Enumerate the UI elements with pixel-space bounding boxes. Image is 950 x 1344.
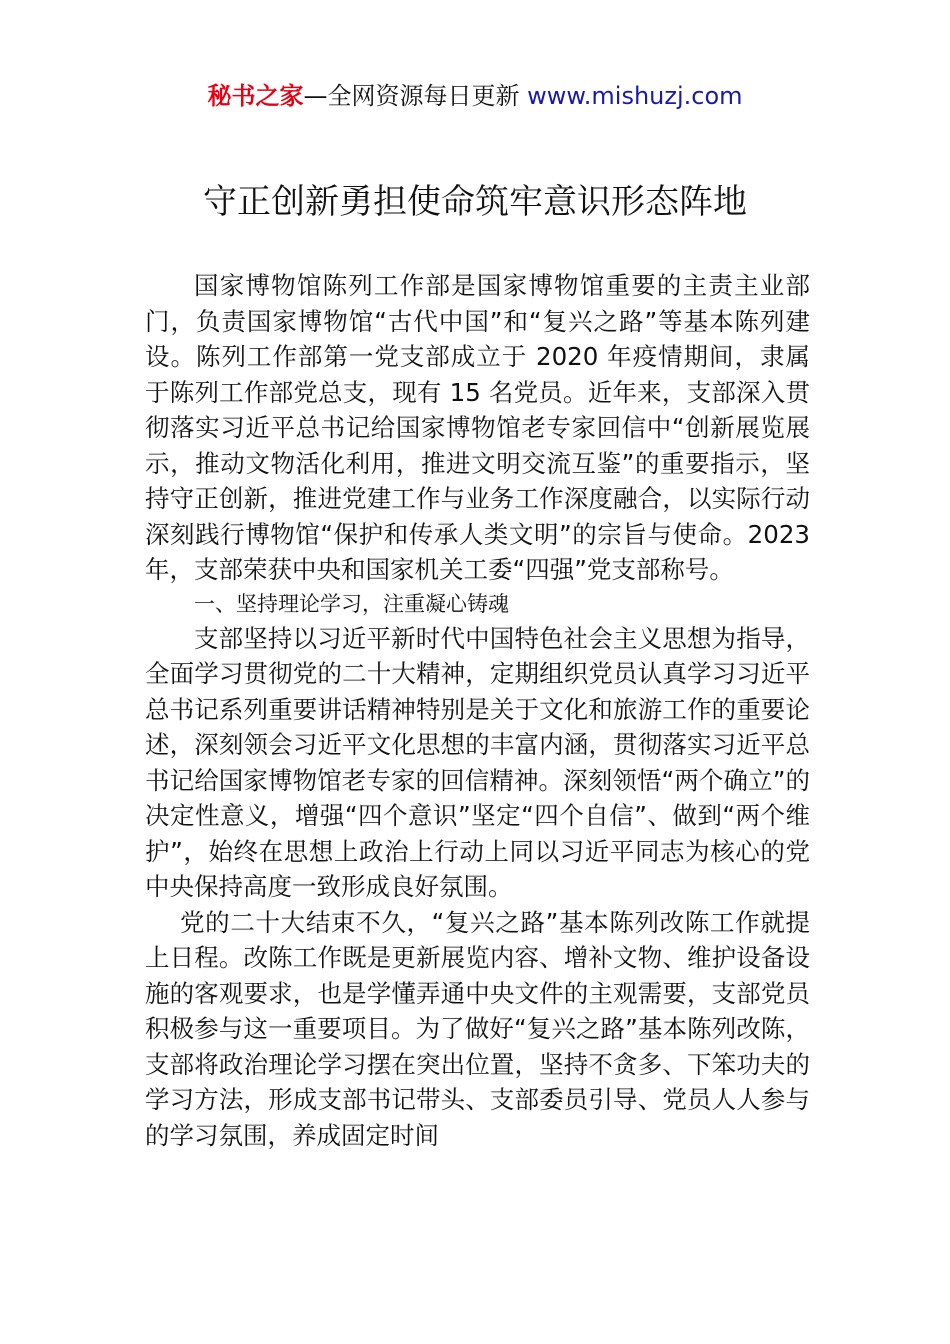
- intro-paragraph: 国家博物馆陈列工作部是国家博物馆重要的主责主业部门，负责国家博物馆“古代中国”和“复兴之路”等基本陈列建设。陈列工作部第一党支部成立于 2020 年疫情期间，隶属于陈列工作部党总支，现有 15 名党员。近年来，支部深入贯彻落实习近平总书记给国家博物馆老专家回信中“创新展览展示，推动文物活化利用，推进文明交流互鉴”的重要指示，坚持守正创新，推进党建工作与业务工作深度融合，以实际行动深刻践行博物馆“保护和传承人类文明”的宗旨与使命。2023 年，支部荣获中央和国家机关工委“四强”党支部称号。: [145, 271, 810, 584]
- site-brand: 秘书之家: [207, 82, 304, 110]
- site-url-link[interactable]: www.mishuzj.com: [527, 82, 743, 110]
- site-header: [0, 80, 950, 112]
- section-paragraph-2: 党的二十大结束不久，“复兴之路”基本陈列改陈工作就提上日程。改陈工作既是更新展览内容、增补文物、维护设备设施的客观要求，也是学懂弄通中央文件的主观需要，支部党员积极参与这一重要项目。为了做好“复兴之路”基本陈列改陈，支部将政治理论学习摆在突出位置，坚持不贪多、下笨功夫的学习方法，形成支部书记带头、支部委员引导、党员人人参与的学习氛围，养成固定时间: [145, 907, 810, 1150]
- document-title: 守正创新勇担使命筑牢意识形态阵地: [203, 182, 747, 222]
- site-tagline: —全网资源每日更新: [303, 82, 528, 110]
- document-body: [145, 268, 810, 1153]
- section-heading: 一、坚持理论学习，注重凝心铸魂: [194, 591, 509, 616]
- section-paragraph-1: 支部坚持以习近平新时代中国特色社会主义思想为指导，全面学习贯彻党的二十大精神，定期组织党员认真学习习近平总书记系列重要讲话精神特别是关于文化和旅游工作的重要论述，深刻领会习近平文化思想的丰富内涵，贯彻落实习近平总书记给国家博物馆老专家的回信精神。深刻领悟“两个确立”的决定性意义，增强“四个意识”坚定“四个自信”、做到“两个维护”，始终在思想上政治上行动上同以习近平同志为核心的党中央保持高度一致形成良好氛围。: [145, 623, 810, 901]
